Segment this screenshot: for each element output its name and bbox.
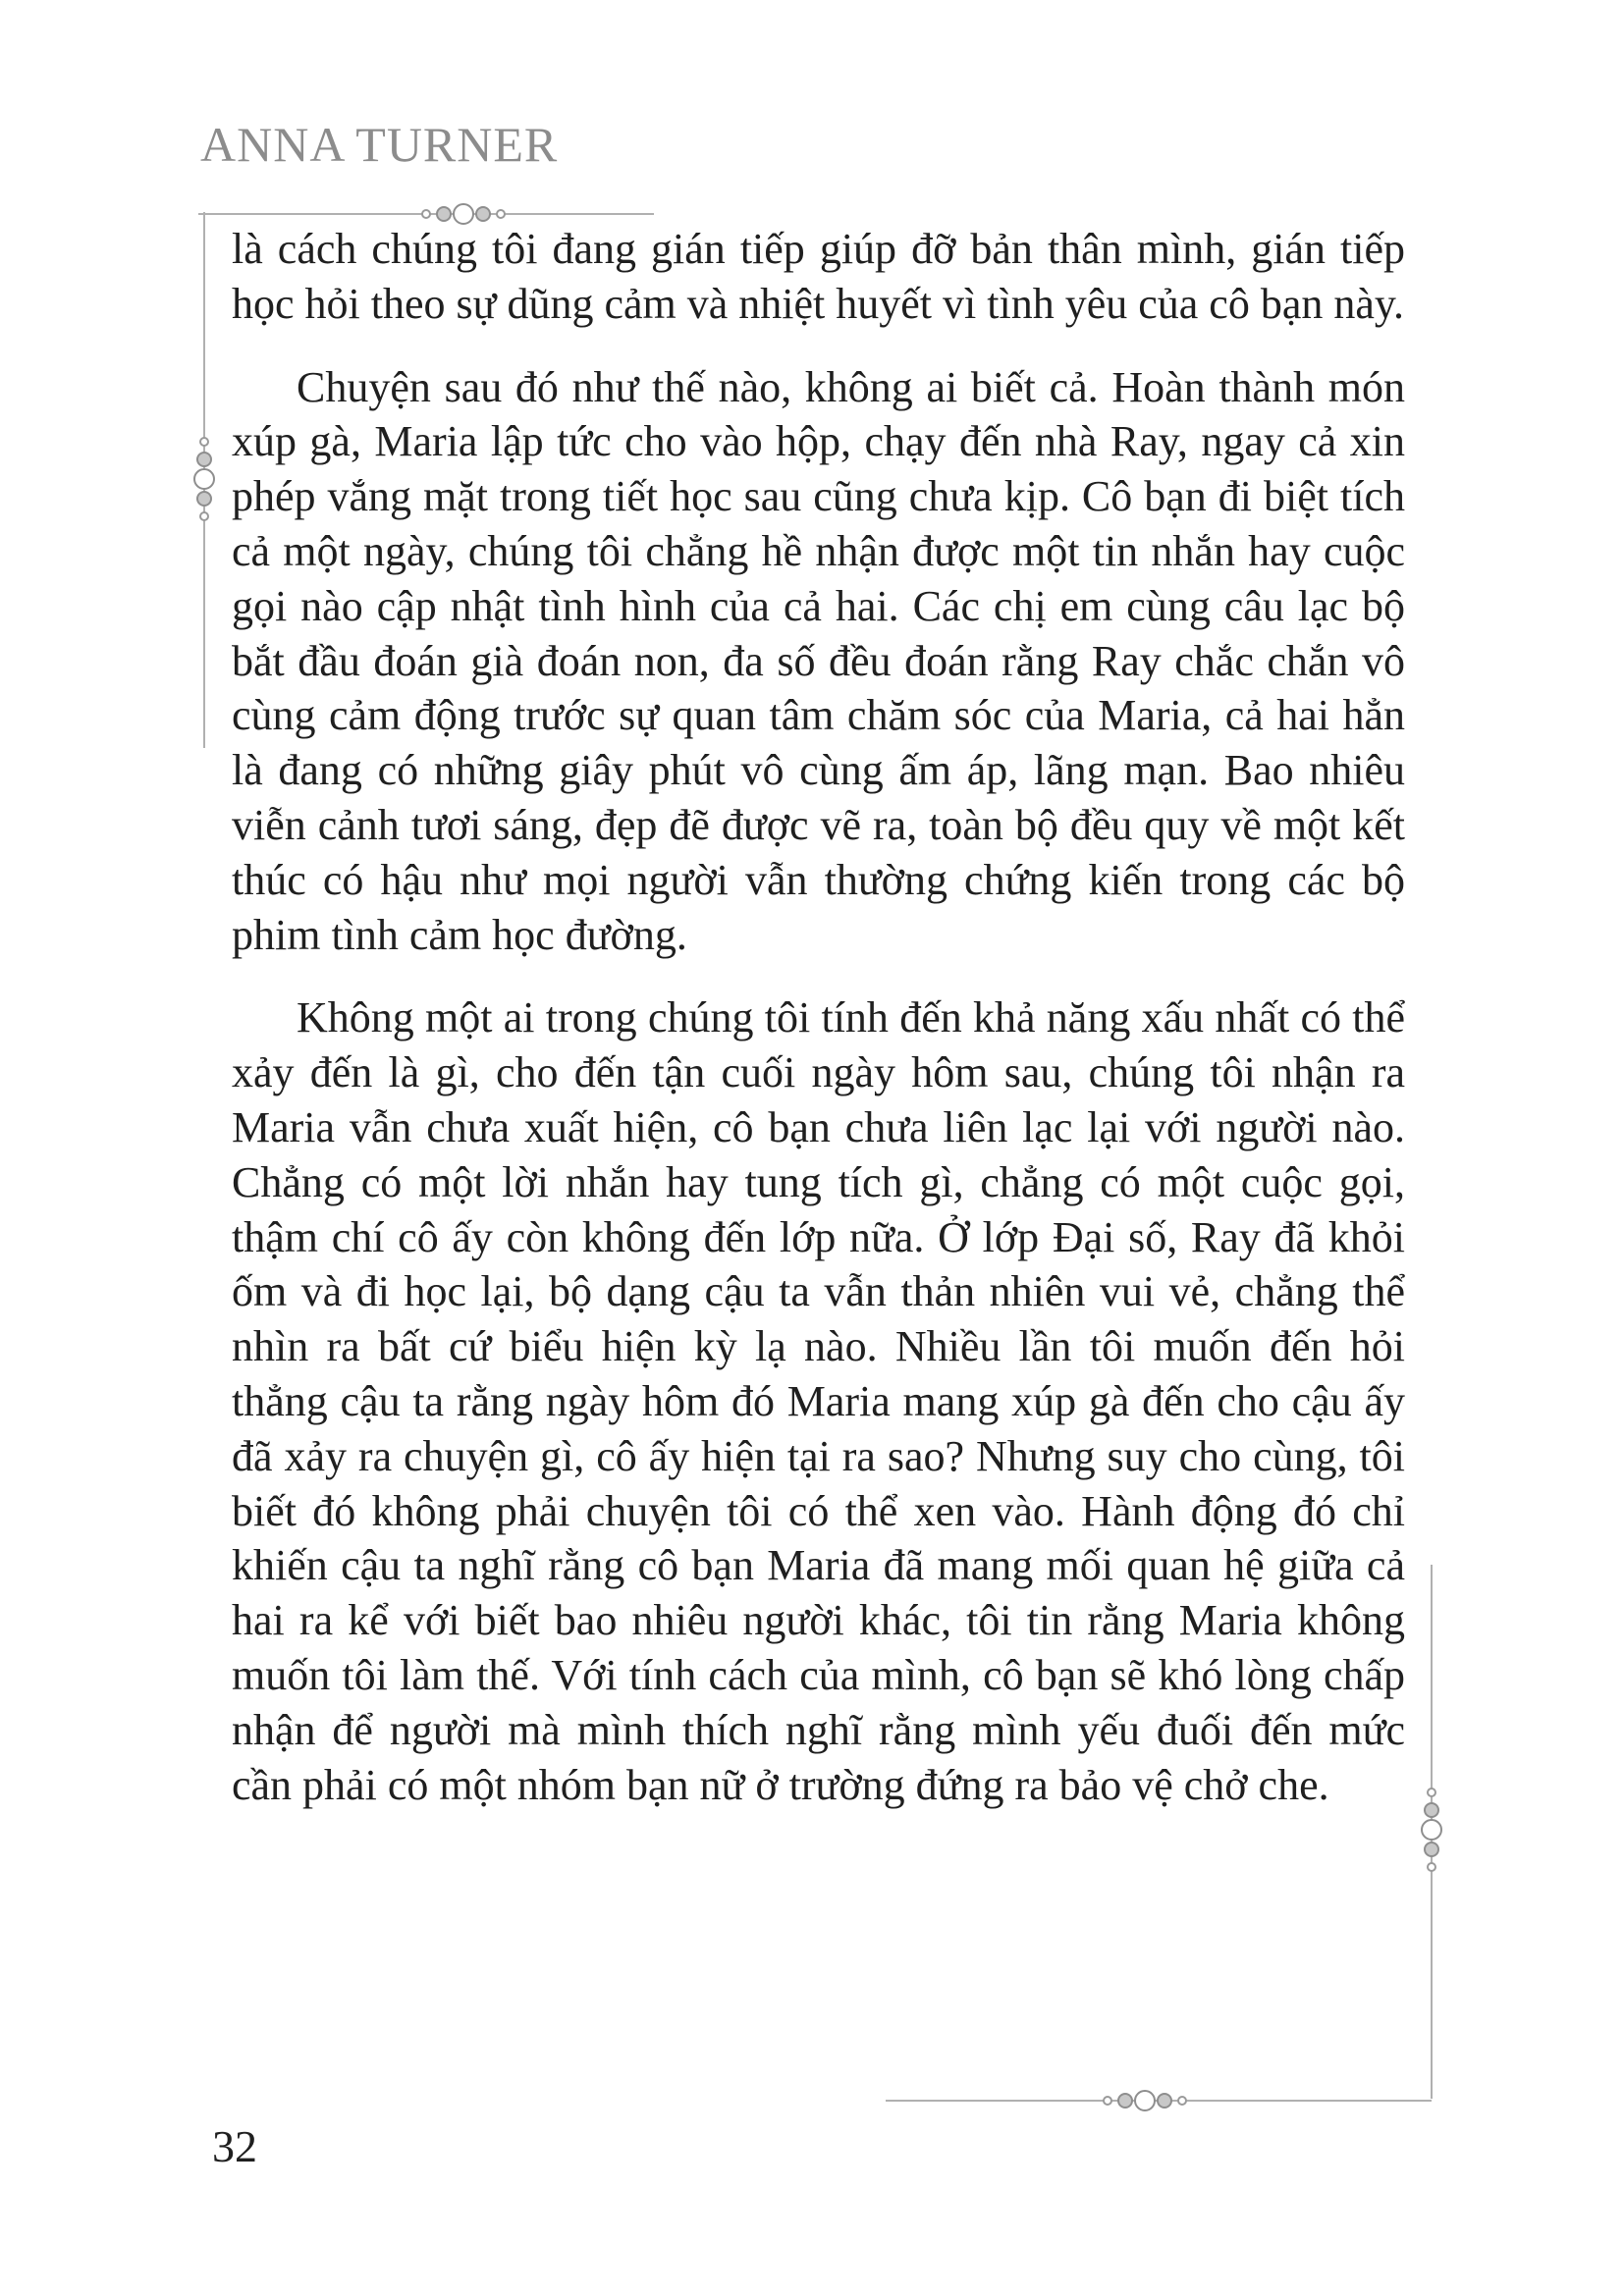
running-header-author: ANNA TURNER <box>200 117 559 172</box>
body-text <box>232 222 1405 1812</box>
paragraph-2: Chuyện sau đó như thế nào, không ai biết cả. Hoàn thành món xúp gà, Maria lập tức cho vào hộp, chạy đến nhà Ray, ngay cả xin phép vắng mặt trong tiết học sau cũng chưa kịp. Cô bạn đi biệt tích cả một ngày, chúng tôi chẳng hề nhận được một tin nhắn hay cuộc gọi nào cập nhật tình hình của cả hai. Các chị em cùng câu lạc bộ bắt đầu đoán già đoán non, đa số đều đoán rằng Ray chắc chắn vô cùng cảm động trước sự quan tâm chăm sóc của Maria, cả hai hẳn là đang có những giây phút vô cùng ấm áp, lãng mạn. Bao nhiêu viễn cảnh tươi sáng, đẹp đẽ được vẽ ra, toàn bộ đều quy về một kết thúc có hậu như mọi người vẫn thường chứng kiến trong các bộ phim tình cảm học đường. <box>232 362 1405 959</box>
footer-ornament-rule <box>880 2081 1439 2120</box>
right-vertical-ornament <box>1412 1561 1451 2110</box>
page-number: 32 <box>212 2121 257 2171</box>
paragraph-1: là cách chúng tôi đang gián tiếp giúp đỡ bản thân mình, gián tiếp học hỏi theo sự dũng cảm và nhiệt huyết vì tình yêu của cô bạn này. <box>232 225 1405 328</box>
paragraph-3: Không một ai trong chúng tôi tính đến khả năng xấu nhất có thể xảy đến là gì, cho đến tận cuối ngày hôm sau, chúng tôi nhận ra Maria vẫn chưa xuất hiện, cô bạn chưa liên lạc lại với người nào. Chẳng có một lời nhắn hay tung tích gì, chẳng có một cuộc gọi, thậm chí cô ấy còn không đến lớp nữa. Ở lớp Đại số, Ray đã khỏi ốm và đi học lại, bộ dạng cậu ta vẫn thản nhiên vui vẻ, chẳng thể nhìn ra bất cứ biểu hiện kỳ lạ nào. Nhiều lần tôi muốn đến hỏi thẳng cậu ta rằng ngày hôm đó Maria mang xúp gà đến cho cậu ấy đã xảy ra chuyện gì, cô ấy hiện tại ra sao? Nhưng suy cho cùng, tôi biết đó không phải chuyện tôi có thể xen vào. Hành động đó chỉ khiến cậu ta nghĩ rằng cô bạn Maria đã mang mối quan hệ giữa cả hai ra kể với biết bao nhiêu người khác, tôi tin rằng Maria không muốn tôi làm thế. Với tính cách của mình, cô bạn sẽ khó lòng chấp nhận để người mà mình thích nghĩ rằng mình yếu đuối đến mức cần phải có một nhóm bạn nữ ở trường đứng ra bảo vệ chở che. <box>232 993 1405 1809</box>
left-vertical-ornament <box>185 208 224 758</box>
